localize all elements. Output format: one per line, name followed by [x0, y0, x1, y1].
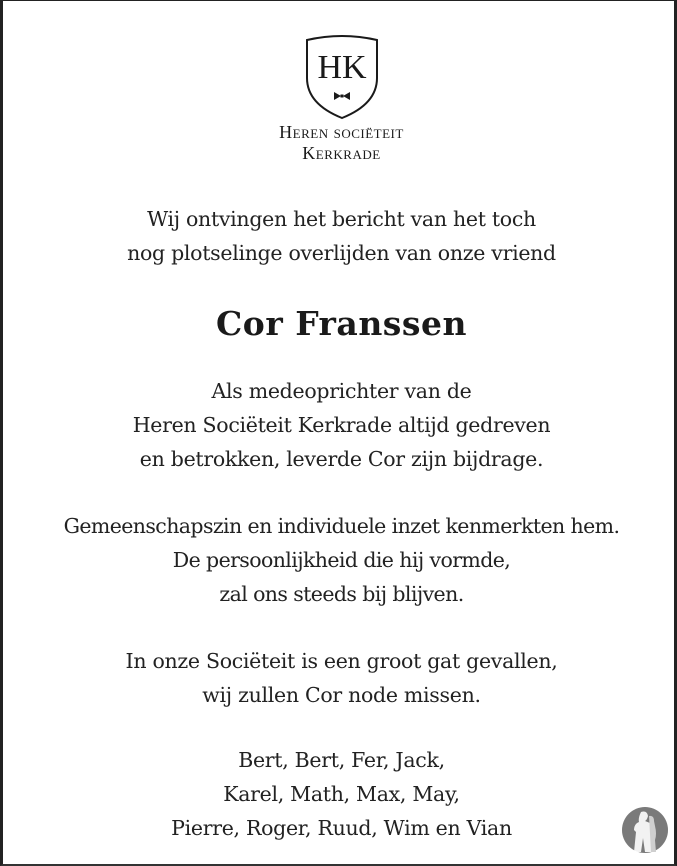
signatories	[3, 743, 677, 845]
text-line: en betrokken, leverde Cor zijn bijdrage.	[139, 447, 544, 471]
text-line: Als medeoprichter van de	[211, 379, 472, 403]
text-line: Gemeenschapszin en individuele inzet kenmerkten hem.	[63, 514, 620, 538]
shield-logo-icon	[301, 34, 383, 120]
text-line: De persoonlijkheid die hij vormde,	[172, 548, 511, 572]
brand-line-1: Heren sociëteit	[279, 122, 404, 142]
text-line: In onze Sociëteit is een groot gat gevallen,	[125, 649, 558, 673]
signatory-line: Pierre, Roger, Ruud, Wim en Vian	[171, 816, 512, 840]
paragraph-character	[3, 509, 677, 611]
paragraph-founder	[3, 374, 677, 476]
text-line: zal ons steeds bij blijven.	[219, 582, 464, 606]
signatory-line: Karel, Math, Max, May,	[223, 782, 460, 806]
signatory-line: Bert, Bert, Fer, Jack,	[238, 748, 445, 772]
brand-line-2: Kerkrade	[302, 143, 381, 163]
intro-line: nog plotselinge overlijden van onze vriend	[127, 241, 556, 265]
paragraph-loss	[3, 644, 677, 712]
embrace-badge-icon[interactable]	[621, 806, 669, 854]
intro-line: Wij ontvingen het bericht van het toch	[147, 207, 536, 231]
svg-text:HK: HK	[317, 49, 367, 86]
deceased-name: Cor Franssen	[216, 304, 467, 343]
text-line: Heren Sociëteit Kerkrade altijd gedreven	[132, 413, 551, 437]
intro-text	[3, 202, 677, 270]
text-line: wij zullen Cor node missen.	[202, 683, 481, 707]
